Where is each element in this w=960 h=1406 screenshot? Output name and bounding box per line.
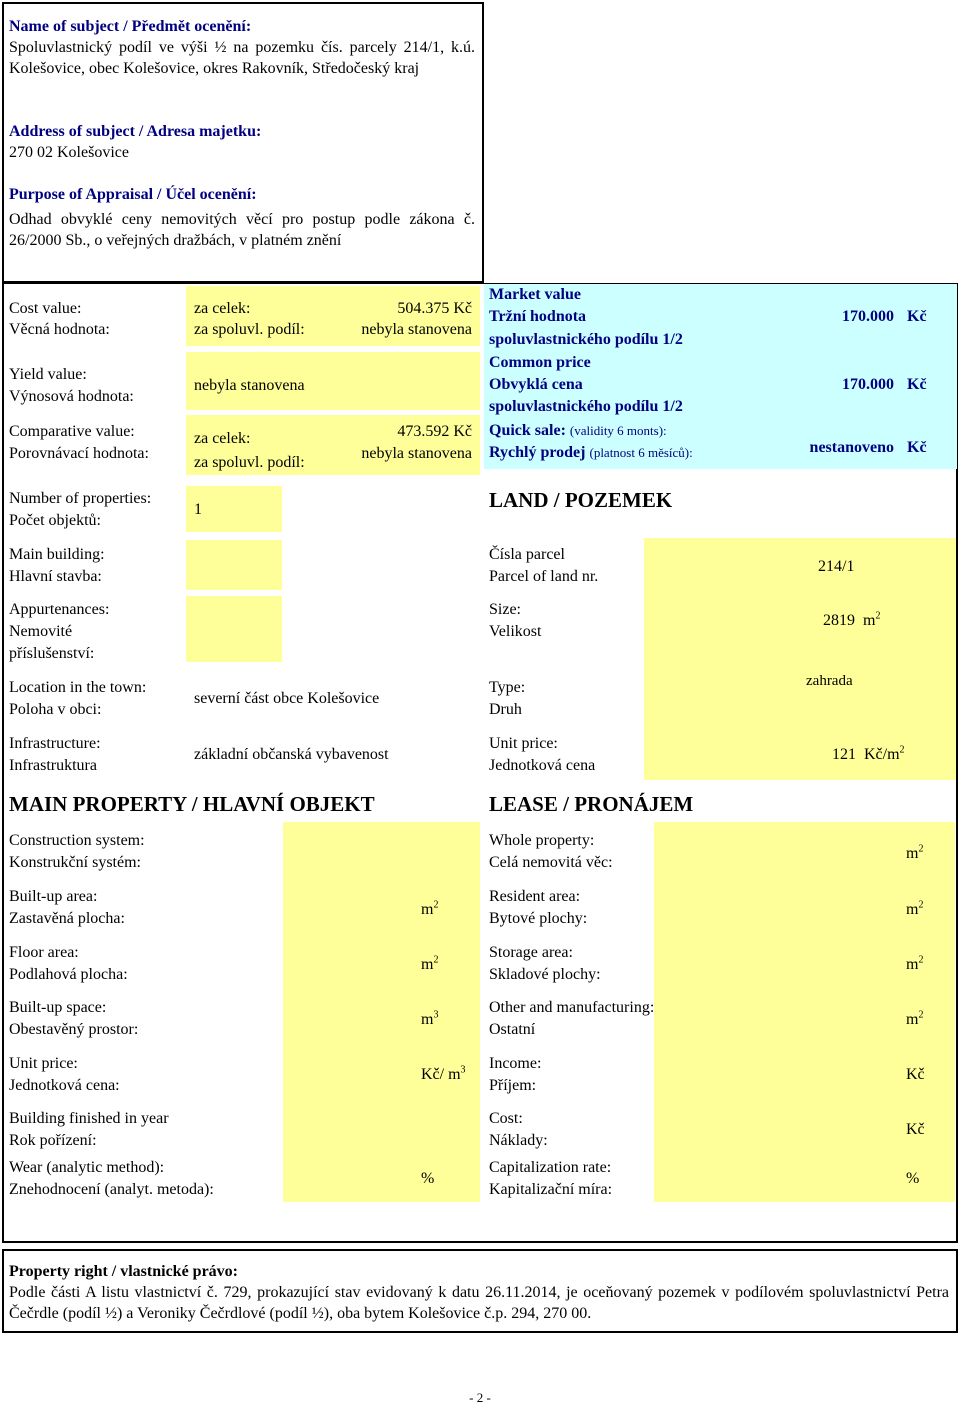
- quick-sale-title-cz: Rychlý prodej: [489, 444, 586, 461]
- appurtenances-cz1: Nemovité: [9, 623, 73, 640]
- cap-rate-cz: Kapitalizační míra:: [489, 1181, 613, 1198]
- storage-area-unit-sup: 2: [918, 954, 924, 966]
- location-en: Location in the town:: [9, 679, 147, 696]
- appurtenances-field: [186, 596, 282, 662]
- income-unit: Kč: [906, 1066, 925, 1083]
- quick-sale-unit: Kč: [907, 439, 927, 456]
- cost-label-en: Cost value:: [9, 300, 82, 317]
- unit-price-label-cz: Jednotková cena: [489, 757, 596, 774]
- built-up-area-cz: Zastavěná plocha:: [9, 910, 125, 927]
- purpose-text: Odhad obvyklé ceny nemovitých věcí pro postup podle zákona č. 26/2000 Sb., o veřejných dražbách, v platném znění: [9, 211, 475, 249]
- cost-share-label: za spoluvl. podíl:: [194, 321, 305, 338]
- built-up-space-cz: Obestavěný prostor:: [9, 1021, 139, 1038]
- unit-price-superscript: 2: [899, 744, 905, 756]
- resident-area-unit-sup: 2: [918, 899, 924, 911]
- unit-price-label-en: Unit price:: [489, 735, 558, 752]
- built-up-space-unit-sup: 3: [433, 1009, 439, 1021]
- main-building-en: Main building:: [9, 546, 105, 563]
- market-value-label-en: Market value: [489, 286, 581, 303]
- cost-total-label: za celek:: [194, 300, 251, 317]
- yield-label-cz: Výnosová hodnota:: [9, 388, 134, 405]
- other-unit: [906, 1009, 923, 1030]
- quick-sale-amount: nestanoveno: [809, 439, 894, 456]
- parcel-label-en: Parcel of land nr.: [489, 568, 599, 585]
- appurtenances-en: Appurtenances:: [9, 601, 110, 618]
- whole-property-unit-sup: 2: [918, 843, 924, 855]
- cost-share-value: nebyla stanovena: [361, 321, 472, 338]
- income-en: Income:: [489, 1055, 542, 1072]
- address-section: [9, 121, 475, 163]
- market-value-label-cz: Tržní hodnota: [489, 308, 587, 325]
- quick-sale-label-cz: [489, 444, 693, 462]
- built-up-space-en: Built-up space:: [9, 999, 107, 1016]
- size-label-en: Size:: [489, 601, 521, 618]
- subject-text: Spoluvlastnický podíl ve výši ½ na pozemku čís. parcely 214/1, k.ú. Kolešovice, obec Kolešovice, okres Rakovník, Středočeský kraj: [9, 39, 475, 77]
- resident-area-unit-text: m: [906, 901, 919, 918]
- comparative-label-en: Comparative value:: [9, 423, 135, 440]
- comparative-share-value: nebyla stanovena: [361, 445, 472, 462]
- built-up-space-unit: [421, 1009, 438, 1030]
- yield-value: nebyla stanovena: [194, 377, 305, 394]
- wear-en: Wear (analytic method):: [9, 1159, 165, 1176]
- infrastructure-cz: Infrastruktura: [9, 757, 97, 774]
- address-label: Address of subject / Adresa majetku:: [9, 123, 262, 140]
- purpose-label: Purpose of Appraisal / Účel ocenění:: [9, 186, 257, 203]
- address-text: 270 02 Kolešovice: [9, 144, 129, 161]
- market-value-unit: Kč: [907, 308, 927, 325]
- subject-label: Name of subject / Předmět ocenění:: [9, 18, 252, 35]
- parcel-value: 214/1: [818, 558, 855, 575]
- size-number: 2819: [823, 612, 855, 629]
- appurtenances-cz2: příslušenství:: [9, 645, 95, 662]
- mp-unit-price-unit: [421, 1064, 466, 1085]
- built-up-space-unit-text: m: [421, 1011, 434, 1028]
- year-cz: Rok pořízení:: [9, 1132, 97, 1149]
- wear-cz: Znehodnocení (analyt. metoda):: [9, 1181, 214, 1198]
- common-price-label-en: Common price: [489, 354, 591, 371]
- property-count-en: Number of properties:: [9, 490, 152, 507]
- storage-area-en: Storage area:: [489, 944, 573, 961]
- common-price-label-cz: Obvyklá cena: [489, 376, 583, 393]
- wear-unit: %: [421, 1170, 435, 1187]
- resident-area-en: Resident area:: [489, 888, 581, 905]
- location-value: severní část obce Kolešovice: [194, 690, 380, 707]
- common-price-sub: spoluvlastnického podílu 1/2: [489, 398, 683, 415]
- floor-area-en: Floor area:: [9, 944, 79, 961]
- common-price-amount: 170.000: [842, 376, 894, 393]
- floor-area-unit: [421, 954, 438, 975]
- other-en: Other and manufacturing:: [489, 999, 655, 1016]
- property-right-label: Property right / vlastnické právo:: [9, 1263, 239, 1280]
- page-number: - 2 -: [469, 1390, 491, 1405]
- built-up-area-unit: [421, 899, 438, 920]
- mp-unit-price-en: Unit price:: [9, 1055, 78, 1072]
- other-cz: Ostatní: [489, 1021, 536, 1038]
- land-values-field: [644, 538, 956, 780]
- main-building-field: [186, 540, 282, 590]
- unit-price-unit: Kč/m: [864, 746, 900, 763]
- year-en: Building finished in year: [9, 1110, 169, 1127]
- cap-rate-unit: %: [906, 1170, 920, 1187]
- type-label-cz: Druh: [489, 701, 522, 718]
- subject-section: [9, 16, 475, 79]
- built-up-area-unit-text: m: [421, 901, 434, 918]
- mp-unit-price-unit-text: Kč/ m: [421, 1066, 461, 1083]
- mp-unit-price-cz: Jednotková cena:: [9, 1077, 120, 1094]
- comparative-total-label: za celek:: [194, 430, 251, 447]
- size-unit: m: [863, 612, 876, 629]
- type-value: zahrada: [806, 673, 853, 689]
- lease-title: LEASE / PRONÁJEM: [489, 792, 694, 816]
- main-property-title: MAIN PROPERTY / HLAVNÍ OBJEKT: [9, 792, 375, 816]
- cost-en: Cost:: [489, 1110, 523, 1127]
- quick-sale-title-en: Quick sale:: [489, 422, 566, 439]
- quick-sale-note-cz: (platnost 6 měsíců):: [589, 445, 693, 460]
- unit-price-number: 121: [832, 746, 856, 763]
- comparative-total-value: 473.592 Kč: [397, 423, 472, 440]
- mp-unit-price-unit-sup: 3: [460, 1064, 466, 1076]
- size-label-cz: Velikost: [489, 623, 542, 640]
- cost-label-cz: Věcná hodnota:: [9, 321, 110, 338]
- location-cz: Poloha v obci:: [9, 701, 102, 718]
- property-count-cz: Počet objektů:: [9, 512, 101, 529]
- quick-sale-label-en: [489, 422, 667, 440]
- unit-price-value: [832, 744, 905, 765]
- cost-cz: Náklady:: [489, 1132, 548, 1149]
- storage-area-unit-text: m: [906, 956, 919, 973]
- resident-area-cz: Bytové plochy:: [489, 910, 588, 927]
- comparative-share-label: za spoluvl. podíl:: [194, 454, 305, 471]
- cost-total-value: 504.375 Kč: [397, 300, 472, 317]
- main-building-cz: Hlavní stavba:: [9, 568, 102, 585]
- type-label-en: Type:: [489, 679, 526, 696]
- whole-property-en: Whole property:: [489, 832, 595, 849]
- comparative-label-cz: Porovnávací hodnota:: [9, 445, 149, 462]
- whole-property-cz: Celá nemovitá věc:: [489, 854, 613, 871]
- cap-rate-en: Capitalization rate:: [489, 1159, 612, 1176]
- floor-area-unit-text: m: [421, 956, 434, 973]
- market-value-sub: spoluvlastnického podílu 1/2: [489, 331, 683, 348]
- whole-property-unit: [906, 843, 923, 864]
- main-property-fields: [283, 822, 480, 1202]
- income-cz: Příjem:: [489, 1077, 537, 1094]
- parcel-label-cz: Čísla parcel: [489, 546, 565, 563]
- property-right-section: [9, 1261, 949, 1324]
- whole-property-unit-text: m: [906, 845, 919, 862]
- construction-cz: Konstrukční systém:: [9, 854, 141, 871]
- size-unit-superscript: 2: [875, 610, 881, 622]
- built-up-area-en: Built-up area:: [9, 888, 98, 905]
- floor-area-cz: Podlahová plocha:: [9, 966, 128, 983]
- storage-area-cz: Skladové plochy:: [489, 966, 601, 983]
- property-right-text: Podle části A listu vlastnictví č. 729, prokazující stav evidovaný k datu 26.11.2014, je oceňovaný pozemek v podílovém spoluvlastnictví Petra Čečrdle (podíl ½) a Veroniky Čečrdlové (podíl ½), oba bytem Kolešovice č.p. 294, 270 00.: [9, 1284, 949, 1322]
- size-value: [823, 610, 880, 631]
- purpose-section: [9, 184, 475, 251]
- yield-label-en: Yield value:: [9, 366, 87, 383]
- common-price-unit: Kč: [907, 376, 927, 393]
- quick-sale-note-en: (validity 6 monts):: [569, 423, 667, 438]
- construction-en: Construction system:: [9, 832, 145, 849]
- other-unit-sup: 2: [918, 1009, 924, 1021]
- storage-area-unit: [906, 954, 923, 975]
- infrastructure-en: Infrastructure:: [9, 735, 101, 752]
- market-value-amount: 170.000: [842, 308, 894, 325]
- infrastructure-value: základní občanská vybavenost: [194, 746, 389, 763]
- land-title: LAND / POZEMEK: [489, 488, 673, 512]
- built-up-area-unit-sup: 2: [433, 899, 439, 911]
- floor-area-unit-sup: 2: [433, 954, 439, 966]
- property-count-value: 1: [194, 501, 202, 518]
- cost-unit: Kč: [906, 1121, 925, 1138]
- resident-area-unit: [906, 899, 923, 920]
- other-unit-text: m: [906, 1011, 919, 1028]
